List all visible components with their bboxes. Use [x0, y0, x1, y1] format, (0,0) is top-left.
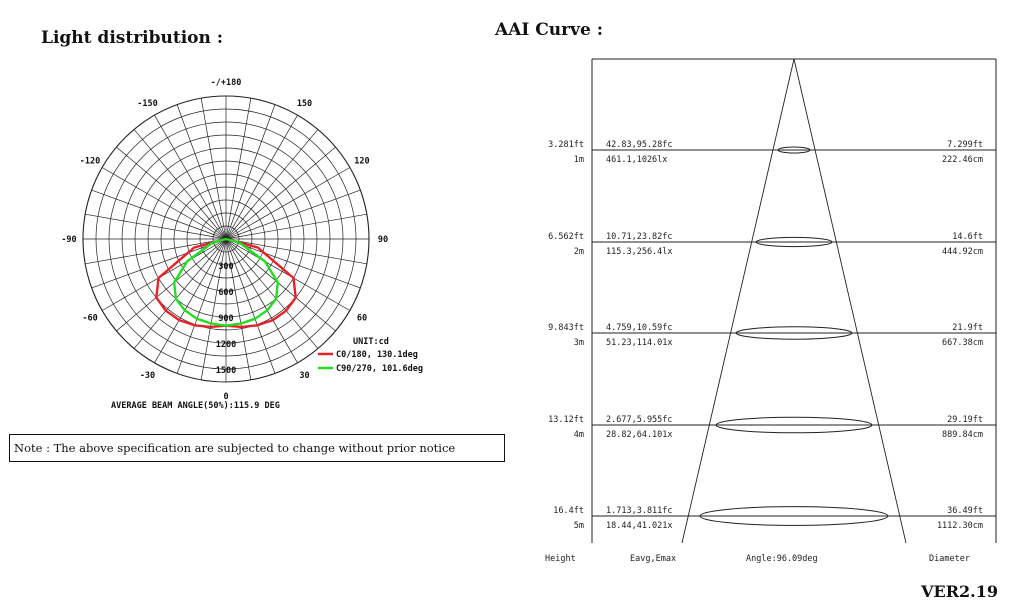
- aai-row: [548, 323, 996, 348]
- footer-diameter: Diameter: [929, 554, 970, 564]
- diameter-ft: 14.6ft: [952, 232, 983, 242]
- angle-label: 60: [356, 313, 368, 324]
- cone-left-edge: [682, 59, 794, 543]
- angle-label: -90: [61, 235, 77, 245]
- angle-label: -150: [137, 99, 158, 110]
- height-m: 3m: [573, 338, 584, 348]
- angle-label: -/+180: [210, 78, 242, 88]
- eavg-lx: 461.1,1026lx: [606, 155, 668, 165]
- eavg-fc: 4.759,10.59fc: [606, 323, 673, 333]
- diameter-ft: 7.299ft: [947, 140, 983, 150]
- legend-c90-label: C90/270, 101.6deg: [336, 364, 423, 374]
- height-m: 2m: [573, 247, 584, 257]
- diameter-ft: 36.49ft: [947, 506, 983, 516]
- version-label: VER2.19: [921, 582, 998, 601]
- angle-label: 150: [296, 99, 313, 110]
- aai-rows: [548, 140, 996, 531]
- angle-label: 0: [223, 392, 229, 402]
- diameter-cm: 222.46cm: [942, 155, 983, 165]
- beam-angle-text: AVERAGE BEAM ANGLE(50%):115.9 DEG: [111, 401, 280, 411]
- height-ft: 3.281ft: [548, 140, 584, 150]
- legend-c0-label: C0/180, 130.1deg: [336, 350, 418, 360]
- eavg-lx: 115.3,256.4lx: [606, 247, 673, 257]
- height-m: 4m: [573, 430, 584, 440]
- height-m: 1m: [573, 155, 584, 165]
- diameter-cm: 889.84cm: [942, 430, 983, 440]
- height-ft: 9.843ft: [548, 323, 584, 333]
- eavg-lx: 18.44,41.021x: [606, 521, 673, 531]
- angle-label: -60: [82, 313, 98, 324]
- radial-label: 900: [218, 314, 234, 324]
- radial-label: 1200: [215, 340, 237, 350]
- diameter-ft: 21.9ft: [952, 323, 983, 333]
- eavg-fc: 2.677,5.955fc: [606, 415, 673, 425]
- angle-label: -120: [79, 156, 101, 167]
- note-box: Note : The above specification are subjected to change without prior notice: [9, 434, 505, 462]
- radial-label: 1500: [215, 366, 237, 376]
- eavg-fc: 1.713,3.811fc: [606, 506, 673, 516]
- cone-right-edge: [794, 59, 906, 543]
- angle-label: 120: [354, 156, 370, 167]
- diameter-ft: 29.19ft: [947, 415, 983, 425]
- aai-row: [553, 506, 996, 531]
- aai-row: [548, 415, 996, 440]
- eavg-lx: 51.23,114.01x: [606, 338, 673, 348]
- height-m: 5m: [573, 521, 584, 531]
- height-ft: 16.4ft: [553, 506, 584, 516]
- diameter-cm: 1112.30cm: [936, 521, 983, 531]
- unit-label: UNIT:cd: [353, 337, 389, 347]
- diameter-cm: 444.92cm: [942, 247, 983, 257]
- aai-frame: [592, 59, 996, 543]
- footer-height: Height: [545, 554, 576, 564]
- aai-footer: [545, 554, 970, 564]
- radial-label: 600: [218, 288, 234, 298]
- light-distribution-title: Light distribution :: [41, 28, 224, 48]
- radial-label: 300: [218, 262, 234, 272]
- eavg-fc: 42.83,95.28fc: [606, 140, 673, 150]
- footer-eavg: Eavg,Emax: [630, 554, 677, 564]
- height-ft: 6.562ft: [548, 232, 584, 242]
- angle-label: -30: [139, 370, 156, 381]
- angle-label: 90: [377, 235, 389, 245]
- footer-angle: Angle:96.09deg: [746, 554, 818, 564]
- diameter-cm: 667.38cm: [942, 338, 983, 348]
- height-ft: 13.12ft: [548, 415, 584, 425]
- angle-label: 30: [299, 370, 310, 381]
- aai-row: [548, 232, 996, 257]
- eavg-fc: 10.71,23.82fc: [606, 232, 673, 242]
- eavg-lx: 28.82,64.101x: [606, 430, 673, 440]
- aai-curve-title: AAI Curve :: [495, 20, 603, 40]
